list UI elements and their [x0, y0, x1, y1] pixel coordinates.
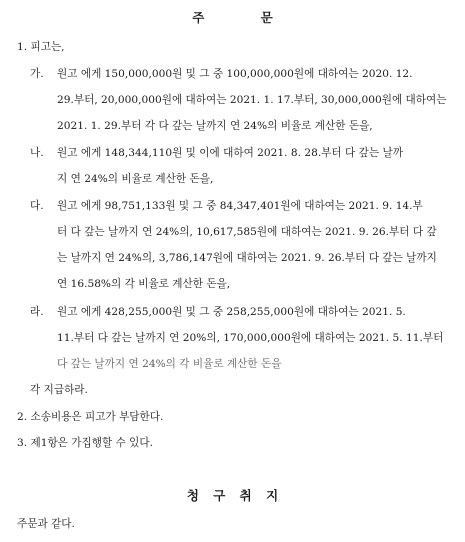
item-ga-line-3: 2021. 1. 29.부터 각 다 갚는 날까지 연 24%의 비율로 계산한 돈을,	[57, 120, 373, 132]
list-item-3: 3. 제1항은 가집행할 수 있다.	[17, 437, 154, 449]
item-ga-line-1	[57, 67, 413, 81]
item-ga-marker: 가.	[30, 68, 44, 80]
item-da-line-4: 연 16.58%의 각 비율로 계산한 돈을,	[57, 278, 231, 290]
item-ra-line-1: 원고 에게 428,255,000원 및 그 중 258,255,000원에 대하여는 2021. 5.	[57, 306, 406, 318]
list-item-1: 1. 피고는,	[17, 41, 65, 53]
item-na-marker: 나.	[30, 147, 44, 159]
order-heading: 주 문	[192, 10, 299, 25]
item-na-line-2: 지 연 24%의 비율로 계산한 돈을,	[57, 173, 214, 185]
item-da-marker: 다.	[30, 200, 44, 212]
list-item-2: 2. 소송비용은 피고가 부담한다.	[17, 411, 164, 423]
item-ra-marker: 라.	[30, 306, 44, 318]
item-da-line-1: 원고 에게 98,751,133원 및 그 중 84,347,401원에 대하여는 2021. 9. 14.부	[57, 200, 423, 212]
conclusion-text: 각 지급하라.	[30, 384, 88, 396]
item-ra-line-3: 다 갚는 날까지 연 24%의 각 비율로 계산한 돈을	[57, 358, 282, 370]
claim-text: 주문과 같다.	[17, 518, 75, 530]
item-na-line-1: 원고 에게 148,344,110원 및 이에 대하여 2021. 8. 28.부터 다 갚는 날까	[57, 147, 403, 159]
item-da-line-2: 터 다 갚는 날까지 연 24%의, 10,617,585원에 대하여는 2021. 9. 26.부터 다 갚	[57, 226, 437, 238]
item-da-line-3: 는 날까지 연 24%의, 3,786,147원에 대하여는 2021. 9. 26.부터 다 갚는 날까지	[57, 252, 437, 264]
item-ga-line-2: 29.부터, 20,000,000원에 대하여는 2021. 1. 17.부터, 30,000,000원에 대하여는	[57, 94, 447, 106]
item-ga-line-1-text: 원고 에게 150,000,000원 및 그 중 100,000,000원에 대하여는 2020. 12.	[57, 68, 413, 80]
claim-heading: 청 구 취 지	[186, 488, 284, 503]
item-ra-line-2: 11.부터 다 갚는 날까지 연 20%의, 170,000,000원에 대하여는 2021. 5. 11.부터	[57, 332, 444, 344]
